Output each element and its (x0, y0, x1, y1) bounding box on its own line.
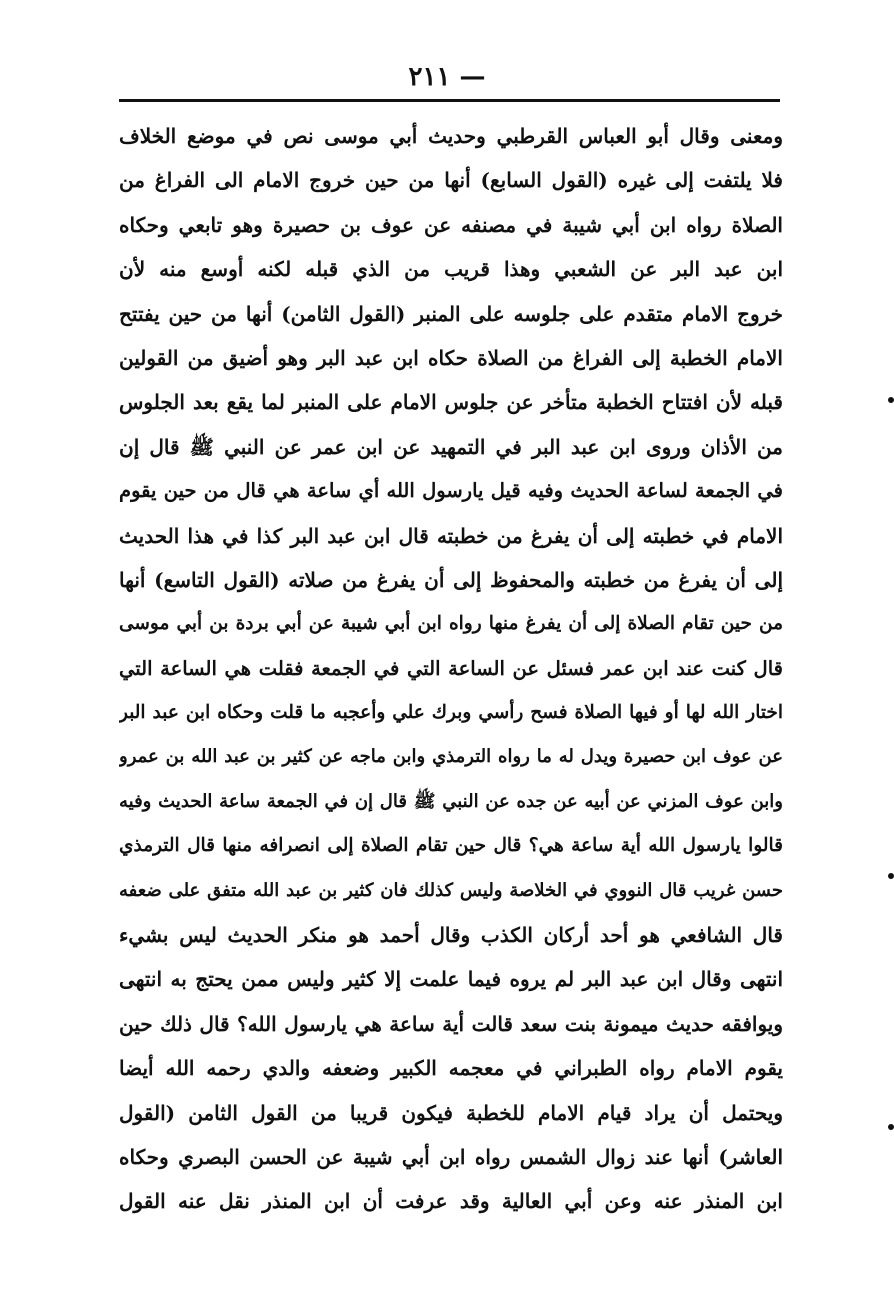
text-line: وابن عوف المزني عن أبيه عن جده عن النبي ﷺ قال إن في الجمعة ساعة الحديث وفيه (119, 790, 783, 812)
text-line: عن عوف ابن حصيرة ويدل له ما رواه الترمذي وابن ماجه عن كثير بن عبد الله بن عمرو (119, 746, 783, 768)
text-line: فلا يلتفت إلى غيره (القول السابع) أنها من حين خروج الامام الى الفراغ من (119, 168, 783, 193)
text-line: قالوا يارسول الله أية ساعة هي؟ قال حين تقام الصلاة إلى انصرافه منها قال الترمذي (119, 835, 783, 857)
margin-mark (888, 397, 894, 403)
text-line: الصلاة رواه ابن أبي شيبة في مصنفه عن عوف بن حصيرة وهو تابعي وحكاه (119, 212, 783, 237)
text-line: ابن عبد البر عن الشعبي وهذا قريب من الذي قبله لكنه أوسع منه لأن (119, 257, 783, 282)
text-line: قال كنت عند ابن عمر فسئل عن الساعة التي في الجمعة فقلت هي الساعة التي (119, 656, 783, 680)
margin-mark (888, 1124, 894, 1130)
text-line: من الأذان وروى ابن عبد البر في التمهيد عن ابن عمر عن النبي ﷺ قال إن (119, 434, 783, 459)
text-line: في الجمعة لساعة الحديث وفيه قيل يارسول الله أي ساعة هي قال من حين يقوم (119, 479, 783, 503)
text-line: ويحتمل أن يراد قيام الامام للخطبة فيكون قريبا من القول الثامن (القول (119, 1100, 783, 1125)
text-line: حسن غريب قال النووي في الخلاصة وليس كذلك فان كثير بن عبد الله متفق على ضعفه (119, 879, 783, 901)
page-number: — ٢١١ (408, 62, 486, 92)
text-line: قال الشافعي هو أحد أركان الكذب وقال أحمد هو منكر الحديث ليس بشيء (119, 923, 783, 948)
text-line: اختار الله لها أو فيها الصلاة فسح رأسي وبرك علي وأعجبه ما قلت وحكاه ابن عبد البر (119, 702, 783, 724)
text-line: ومعنى وقال أبو العباس القرطبي وحديث أبي موسى نص في موضع الخلاف (119, 124, 783, 148)
header-rule (119, 99, 780, 102)
text-line: يقوم الامام رواه الطبراني في معجمه الكبير وضعفه والدي رحمه الله أيضا (119, 1056, 783, 1081)
text-line: ابن المنذر عنه وعن أبي العالية وقد عرفت أن ابن المنذر نقل عنه القول (119, 1189, 783, 1214)
text-line: خروج الامام متقدم على جلوسه على المنبر (القول الثامن) أنها من حين يفتتح (119, 301, 783, 326)
text-line: إلى أن يفرغ من خطبته والمحفوظ إلى أن يفرغ من صلاته (القول التاسع) أنها (119, 567, 783, 592)
text-line: الامام الخطبة إلى الفراغ من الصلاة حكاه ابن عبد البر وهو أضيق من القولين (119, 345, 783, 370)
text-line: من حين تقام الصلاة إلى أن يفرغ منها رواه ابن أبي شيبة عن أبي بردة بن أبي موسى (119, 613, 783, 635)
text-line: انتهى وقال ابن عبد البر لم يروه فيما علمت إلا كثير وليس ممن يحتج به انتهى (119, 967, 783, 992)
text-line: قبله لأن افتتاح الخطبة متأخر عن جلوس الامام على المنبر لما يقع بعد الجلوس (119, 390, 783, 415)
body-text (119, 114, 783, 1224)
text-line: ويوافقه حديث ميمونة بنت سعد قالت أية ساعة هي يارسول الله؟ قال ذلك حين (119, 1011, 783, 1036)
text-line: الامام في خطبته إلى أن يفرغ من خطبته قال ابن عبد البر كذا في هذا الحديث (119, 523, 783, 548)
margin-mark (888, 873, 894, 879)
text-line: العاشر) أنها عند زوال الشمس رواه ابن أبي شيبة عن الحسن البصري وحكاه (119, 1144, 783, 1169)
